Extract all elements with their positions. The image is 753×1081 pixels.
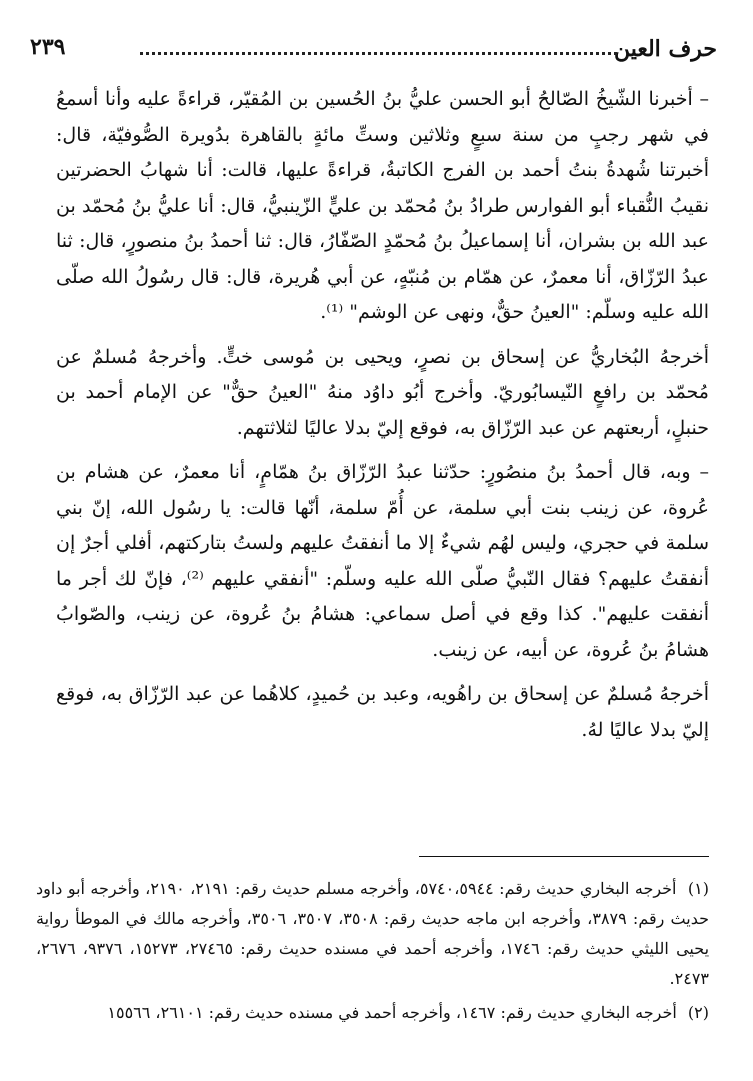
main-text <box>56 82 709 757</box>
page-header <box>30 30 717 70</box>
header-dot-leader <box>140 52 617 55</box>
footnote-number: (١) <box>687 879 709 898</box>
footnote-text: أخرجه البخاري حديث رقم: ٥٧٤٠،٥٩٤٤، وأخرجه مسلم حديث رقم: ٢١٩١، ٢١٩٠، وأخرجه أبو داود حديث رقم: ٣٨٧٩، وأخرجه ابن ماجه حديث رقم: ٣٥٠٨، ٣٥٠٧، ٣٥٠٦، وأخرجه مالك في الموطأ رواية يحيى الليثي حديث رقم: ١٧٤٦، وأخرجه أحمد في مسنده حديث رقم: ٢٧٤٦٥، ١٥٢٧٣، ٩٣٧٦، ٢٦٧٦، ٢٤٧٣. <box>36 879 710 988</box>
page-number: ٢٣٩ <box>30 34 66 60</box>
paragraph-hadith-2: – وبه، قال أحمدُ بنُ منصُورٍ: حدّثنا عبدُ الرّزّاق بنُ همّامٍ، أنا معمرٌ، عن هشام بن عُروة، عن زينب بنت أبي سلمة، عن أُمّ سلمة، أنّها قالت: يا رسُول الله، إنّ بني سلمة في حجري، وليس لهُم شيءٌ إلا ما أنفقتُ عليهم ولستُ بتاركتهم، أفلي أجرٌ إن أنفقتُ عليهم؟ فقال النّبيُّ صلّى الله عليه وسلّم: "أنفقي عليهم ⁽²⁾، فإنّ لك أجر ما أنفقت عليهم". كذا وقع في أصل سماعي: هشامُ بنُ عُروة، عن زينب، والصّوابُ هشامُ بنُ عُروة، عن أبيه، عن زينب. <box>56 461 710 661</box>
footnote-1 <box>36 874 709 994</box>
footnote-2 <box>36 998 709 1028</box>
paragraph-hadith-1: – أخبرنا الشّيخُ الصّالحُ أبو الحسن عليُّ بنُ الحُسين بن المُقيّر، قراءةً عليه وأنا أسمعُ في شهر رجبٍ من سنة سبعٍ وثلاثين وستِّ مائةٍ بالقاهرة بدُويرة الصُّوفيّة، قال: أخبرتنا شُهدةُ بنتُ أحمد بن الفرج الكاتبةُ، قراءةً عليها، قالت: أنا شهابُ الحضرتين نقيبُ النُّقباء أبو الفوارس طرادُ بنُ مُحمّد بن عليٍّ الزّينبيُّ، قال: أنا عليُّ بنُ مُحمّد بن عبد الله بن بشران، أنا إسماعيلُ بنُ مُحمّدٍ الصّفّارُ، قال: ثنا أحمدُ بنُ منصورٍ، قال: ثنا عبدُ الرّزّاق، أنا معمرٌ، عن همّام بن مُنبّهٍ، عن أبي هُريرة، قال: قال رسُولُ الله صلّى الله عليه وسلّم: "العينُ حقٌّ، ونهى عن الوشم" ⁽¹⁾. <box>56 88 709 323</box>
footnote-number: (٢) <box>687 1003 709 1022</box>
footnote-text: أخرجه البخاري حديث رقم: ١٤٦٧، وأخرجه أحمد في مسنده حديث رقم: ٢٦١٠١، ١٥٥٦٦ <box>107 1003 677 1022</box>
footnotes <box>36 874 709 1032</box>
footnote-separator <box>419 856 709 857</box>
running-title: حرف العين <box>613 36 717 62</box>
paragraph-takhrij-1: أخرجهُ البُخاريُّ عن إسحاق بن نصرٍ، ويحيى بن مُوسى ختٍّ. وأخرجهُ مُسلمٌ عن مُحمّد بن رافعٍ النّيسابُوريّ. وأخرج أبُو داوُد منهُ "العينُ حقٌّ" عن الإمام أحمد بن حنبلٍ، أربعتهم عن عبد الرّزّاق به، فوقع إليّ بدلا عاليًا لثلاثتهم. <box>56 345 709 439</box>
paragraph-takhrij-2: أخرجهُ مُسلمٌ عن إسحاق بن راهُويه، وعبد بن حُميدٍ، كلاهُما عن عبد الرّزّاق به، فوقع إليّ بدلا عاليًا لهُ. <box>56 683 709 741</box>
